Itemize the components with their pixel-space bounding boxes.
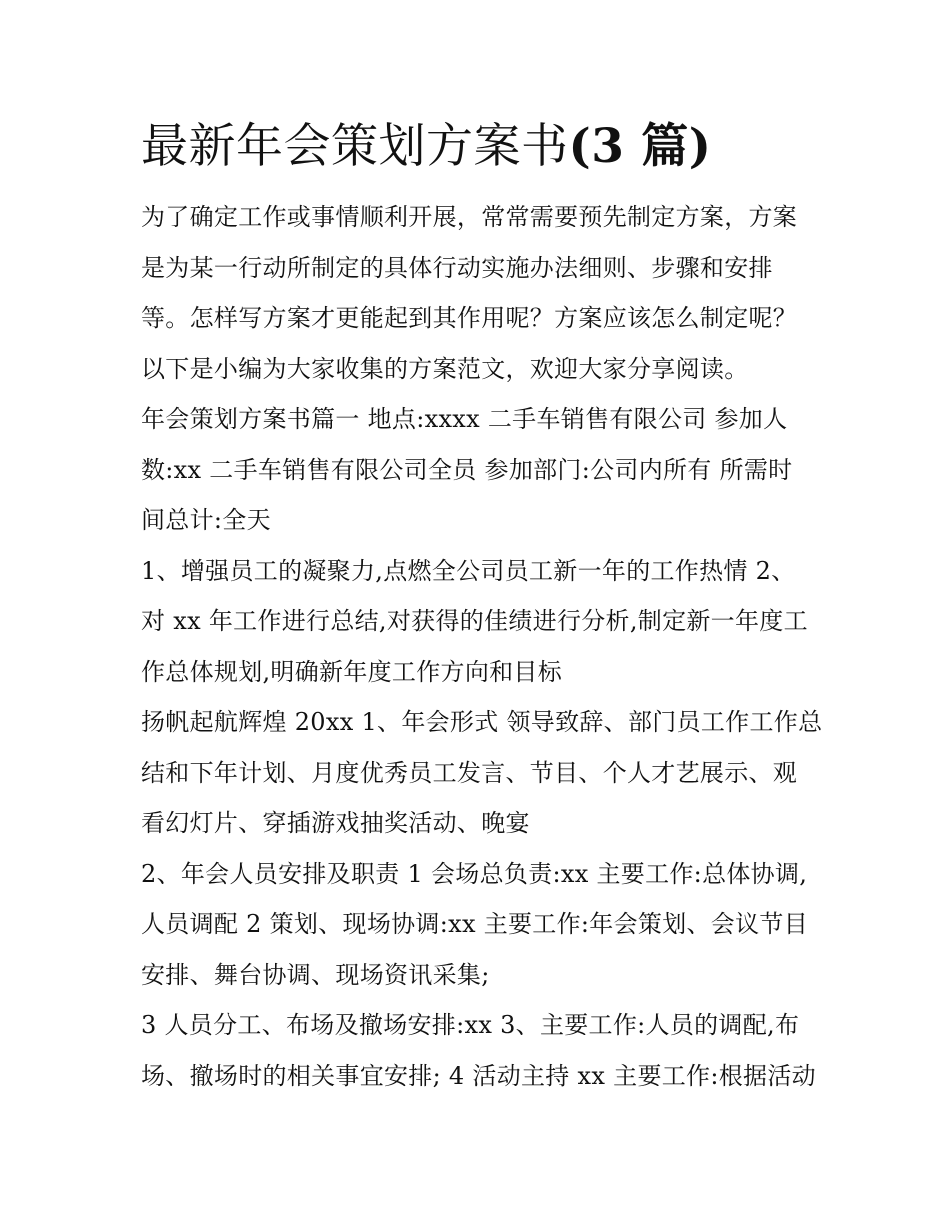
text-line: 场、撤场时的相关事宜安排; 4 活动主持 xx 主要工作:根据活动 [141, 1061, 816, 1090]
title-main: 最新年会策划方案书 [141, 119, 569, 174]
paragraph-format [141, 697, 823, 849]
text-line: 为了确定工作或事情顺利开展，常常需要预先制定方案，方案 [141, 203, 798, 231]
paragraph-intro [141, 192, 811, 394]
text-line: 数:xx 二手车销售有限公司全员 参加部门:公司内所有 所需时 [141, 455, 793, 484]
paragraph-staffing [141, 849, 811, 1001]
paragraph-plan-one-header [141, 394, 811, 546]
title-count: (3 篇) [568, 119, 712, 174]
text-line: 以下是小编为大家收集的方案范文，欢迎大家分享阅读。 [141, 354, 749, 383]
text-line: 3 人员分工、布场及撤场安排:xx 3、主要工作:人员的调配,布 [141, 1011, 800, 1039]
text-line: 作总体规划,明确新年度工作方向和目标 [141, 657, 563, 686]
text-line: 人员调配 2 策划、现场协调:xx 主要工作:年会策划、会议节目 [141, 910, 808, 938]
text-line: 看幻灯片、穿插游戏抽奖活动、晚宴 [141, 809, 530, 837]
text-line: 对 xx 年工作进行总结,对获得的佳绩进行分析,制定新一年度工 [141, 607, 808, 635]
text-line: 间总计:全天 [141, 506, 271, 534]
paragraph-objectives [141, 546, 811, 698]
document-title [141, 112, 712, 182]
text-line: 等。怎样写方案才更能起到其作用呢？方案应该怎么制定呢？ [141, 304, 798, 332]
text-line: 2、年会人员安排及职责 1 会场总负责:xx 主要工作:总体协调, [141, 859, 808, 888]
paragraph-assignments [141, 1000, 816, 1101]
text-line: 年会策划方案书篇一 地点:xxxx 二手车销售有限公司 参加人 [141, 405, 788, 433]
text-line: 结和下年计划、月度优秀员工发言、节目、个人才艺展示、观 [141, 758, 798, 787]
text-line: 扬帆起航辉煌 20xx 1、年会形式 领导致辞、部门员工作工作总 [141, 708, 823, 736]
document-body [141, 192, 823, 1101]
text-line: 安排、舞台协调、现场资讯采集; [141, 960, 490, 989]
text-line: 1、增强员工的凝聚力,点燃全公司员工新一年的工作热情 2、 [141, 556, 796, 585]
text-line: 是为某一行动所制定的具体行动实施办法细则、步骤和安排 [141, 253, 773, 282]
